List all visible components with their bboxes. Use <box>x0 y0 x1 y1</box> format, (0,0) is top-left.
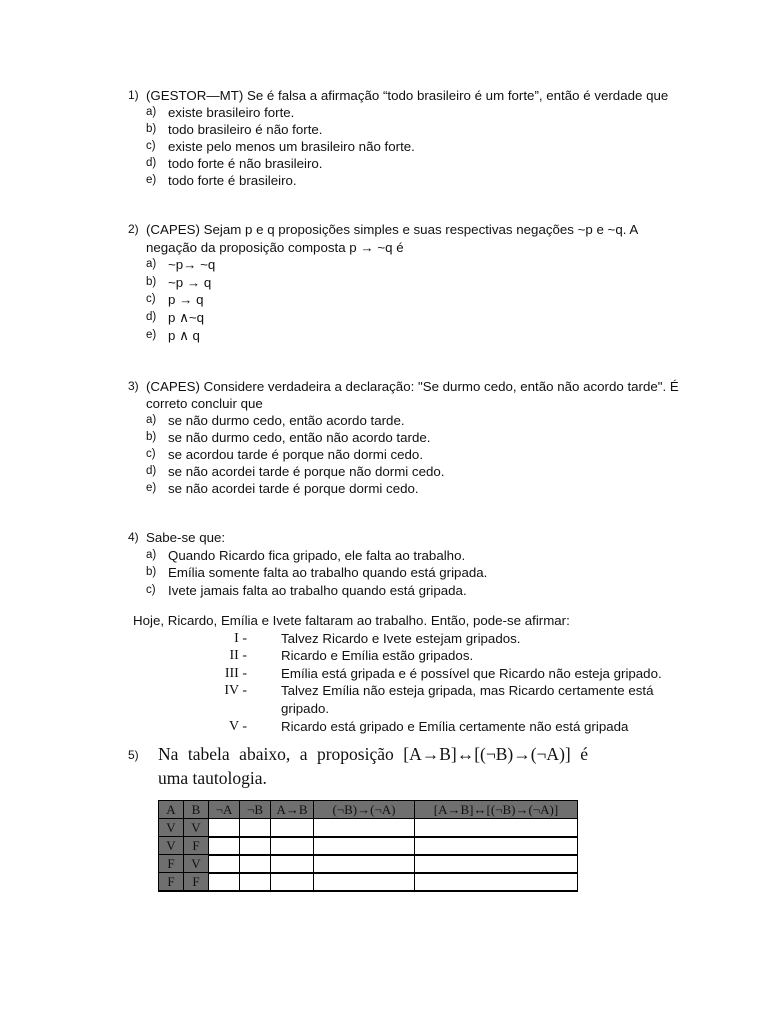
option-c <box>146 138 688 155</box>
option-text: ~p→ ~q <box>168 257 216 273</box>
option-letter: d) <box>146 157 157 169</box>
header-cell: ¬B <box>240 801 271 819</box>
option-c <box>146 291 688 309</box>
header-cell: B <box>184 801 209 819</box>
answer-cell <box>240 855 271 873</box>
option-letter: a) <box>146 258 157 271</box>
table-cell: F <box>159 873 184 892</box>
option-b <box>146 121 688 138</box>
header-cell: (¬B)→(¬A) <box>314 801 415 819</box>
table-row <box>159 819 578 837</box>
question-number: 4) <box>128 530 139 544</box>
question-text: Sabe-se que: <box>146 530 226 545</box>
answer-cell <box>271 837 314 855</box>
header-cell: [A→B]↔[(¬B)→(¬A)] <box>415 801 578 819</box>
statement-4 <box>133 682 693 717</box>
roman-numeral: V - <box>228 718 247 734</box>
table-cell: V <box>184 819 209 837</box>
answer-cell <box>271 819 314 837</box>
answer-cell <box>240 873 271 892</box>
option-b <box>146 564 688 582</box>
answer-cell <box>314 819 415 837</box>
option-e <box>146 327 688 345</box>
question-text: Na tabela abaixo, a proposição [A→B]↔[(¬B)→(¬A)] é uma tautologia. <box>158 744 588 788</box>
roman-numeral: I - <box>234 630 247 646</box>
statement-text: Ricardo e Emília estão gripados. <box>281 648 474 664</box>
table-cell: V <box>159 819 184 837</box>
truth-table <box>158 800 578 892</box>
option-d <box>146 463 688 480</box>
option-letter: c) <box>146 448 156 460</box>
option-text: p ∧ q <box>168 327 200 343</box>
option-d <box>146 155 688 172</box>
option-text: Emília somente falta ao trabalho quando está gripada. <box>168 565 488 581</box>
option-text: se não acordei tarde é porque dormi cedo. <box>168 481 419 496</box>
answer-cell <box>240 819 271 837</box>
option-text: se não durmo cedo, então acordo tarde. <box>168 413 405 428</box>
roman-numeral: IV - <box>224 683 247 699</box>
question-number: 3) <box>128 379 139 393</box>
option-a <box>146 104 688 121</box>
option-text: ~p → q <box>168 274 212 290</box>
option-letter: a) <box>146 548 157 561</box>
roman-numeral: III - <box>224 665 247 681</box>
option-letter: a) <box>146 106 157 118</box>
question-number: 5) <box>128 748 139 762</box>
answer-cell <box>271 855 314 873</box>
table-cell: F <box>159 855 184 873</box>
statement-2 <box>133 647 693 665</box>
answer-cell <box>271 873 314 892</box>
question-number: 2) <box>128 222 139 236</box>
answer-cell <box>314 855 415 873</box>
option-text: p ∧~q <box>168 309 204 325</box>
answer-cell <box>209 873 240 892</box>
statements-block <box>133 612 693 735</box>
option-a <box>146 256 688 274</box>
option-letter: b) <box>146 431 157 443</box>
statement-text: Talvez Emília não esteja gripada, mas Ricardo certamente está gripado. <box>281 683 654 716</box>
roman-numeral: II - <box>229 648 247 664</box>
statement-text: Ricardo está gripado e Emília certamente não está gripada <box>281 718 629 734</box>
option-text: Quando Ricardo fica gripado, ele falta ao trabalho. <box>168 547 466 563</box>
option-letter: c) <box>146 140 156 152</box>
answer-cell <box>415 855 578 873</box>
table-cell: V <box>159 837 184 855</box>
statement-1 <box>133 630 693 648</box>
answer-cell <box>314 873 415 892</box>
option-text: se acordou tarde é porque não dormi cedo. <box>168 447 424 462</box>
question-4 <box>128 529 688 599</box>
option-b <box>146 274 688 292</box>
option-text: se não acordei tarde é porque não dormi cedo. <box>168 464 445 479</box>
option-a <box>146 412 688 429</box>
table-cell: F <box>184 837 209 855</box>
question-text: (CAPES) Sejam p e q proposições simples e suas respectivas negações ~p e ~q. A negação da proposição composta p → ~q é <box>146 222 638 255</box>
question-text: (CAPES) Considere verdadeira a declaração: "Se durmo cedo, então não acordo tarde". É correto concluir que <box>146 379 679 411</box>
answer-cell <box>240 837 271 855</box>
option-letter: c) <box>146 583 156 596</box>
option-text: existe pelo menos um brasileiro não forte. <box>168 139 415 154</box>
question-2 <box>128 221 688 344</box>
option-e <box>146 480 688 497</box>
option-letter: c) <box>146 293 156 306</box>
header-cell: ¬A <box>209 801 240 819</box>
table-row <box>159 837 578 855</box>
answer-cell <box>209 855 240 873</box>
table-cell: V <box>184 855 209 873</box>
option-letter: b) <box>146 566 157 579</box>
option-text: existe brasileiro forte. <box>168 105 295 120</box>
table-row <box>159 855 578 873</box>
option-letter: e) <box>146 482 157 494</box>
option-letter: d) <box>146 465 157 477</box>
question-number: 1) <box>128 88 139 102</box>
option-text: todo forte é não brasileiro. <box>168 156 323 171</box>
answer-cell <box>415 873 578 892</box>
option-text: todo forte é brasileiro. <box>168 173 297 188</box>
answer-cell <box>415 837 578 855</box>
table-header-row <box>159 801 578 819</box>
answer-cell <box>415 819 578 837</box>
option-a <box>146 547 688 565</box>
option-c <box>146 446 688 463</box>
option-letter: e) <box>146 328 157 341</box>
header-cell: A→B <box>271 801 314 819</box>
answer-cell <box>314 837 415 855</box>
answer-cell <box>209 837 240 855</box>
option-d <box>146 309 688 327</box>
statement-text: Emília está gripada e é possível que Ricardo não esteja gripado. <box>281 665 662 681</box>
option-c <box>146 582 688 600</box>
statement-3 <box>133 665 693 683</box>
statement-5 <box>133 718 693 736</box>
option-letter: b) <box>146 123 157 135</box>
question-text: (GESTOR—MT) Se é falsa a afirmação “todo brasileiro é um forte”, então é verdade que <box>146 88 669 103</box>
answer-cell <box>209 819 240 837</box>
header-cell: A <box>159 801 184 819</box>
question-1 <box>128 87 688 189</box>
option-letter: b) <box>146 275 157 288</box>
statements-intro: Hoje, Ricardo, Emília e Ivete faltaram ao trabalho. Então, pode-se afirmar: <box>133 613 570 628</box>
option-text: todo brasileiro é não forte. <box>168 122 323 137</box>
option-letter: d) <box>146 310 157 323</box>
option-text: se não durmo cedo, então não acordo tarde. <box>168 430 431 445</box>
question-3 <box>128 378 688 497</box>
option-letter: a) <box>146 414 157 426</box>
table-row <box>159 873 578 892</box>
option-letter: e) <box>146 174 157 186</box>
option-text: p → q <box>168 292 204 308</box>
table-cell: F <box>184 873 209 892</box>
statement-text: Talvez Ricardo e Ivete estejam gripados. <box>281 630 521 646</box>
option-e <box>146 172 688 189</box>
option-text: Ivete jamais falta ao trabalho quando está gripada. <box>168 582 467 598</box>
option-b <box>146 429 688 446</box>
